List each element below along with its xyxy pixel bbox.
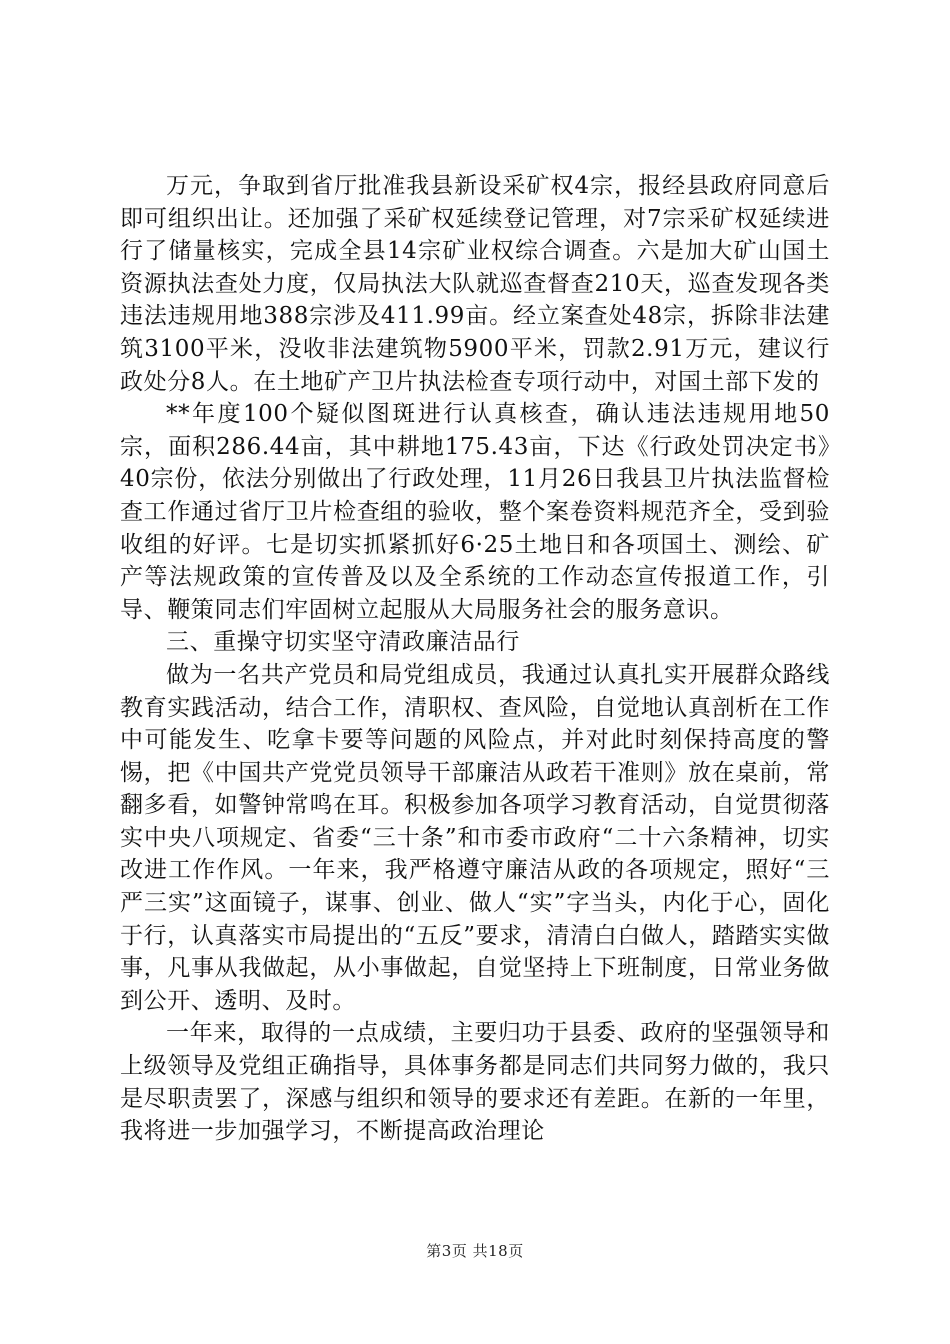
paragraph-party-member: 做为一名共产党员和局党组成员，我通过认真扎实开展群众路线教育实践活动，结合工作，清职权、查风险，自觉地认真剖析在工作中可能发生、吃拿卡要等问题的风险点，并对此时刻保持高度的警惕，把《中国共产党党员领导干部廉洁从政若干准则》放在桌前，常翻多看，如警钟常鸣在耳。积极参加各项学习教育活动，自觉贯彻落实中央八项规定、省委“三十条”和市委市政府“二十六条精神，切实改进工作作风。一年来，我严格遵守廉洁从政的各项规定，照好“三严三实”这面镜子，谋事、创业、做人“实”字当头，内化于心，固化于行，认真落实市局提出的“五反”要求，清清白白做人，踏踏实实做事，凡事从我做起，从小事做起，自觉坚持上下班制度，日常业务做到公开、透明、及时。 <box>120 661 830 1014</box>
section-heading-integrity: 三、重操守切实坚守清政廉洁品行 <box>166 629 520 656</box>
paragraph-mining-rights: 万元，争取到省厅批准我县新设采矿权4宗，报经县政府同意后即可组织出让。还加强了采矿权延续登记管理，对7宗采矿权延续进行了储量核实，完成全县14宗矿业权综合调查。六是加大矿山国土资源执法查处力度，仅局执法大队就巡查督查210天，巡查发现各类违法违规用地388宗涉及411.99亩。经立案查处48宗，拆除非法建筑3100平米，没收非法建筑物5900平米，罚款2.91万元，建议行政处分8人。在土地矿产卫片执法检查专项行动中，对国土部下发的 <box>120 173 830 395</box>
document-body <box>120 170 830 1148</box>
paragraph-summary: 一年来，取得的一点成绩，主要归功于县委、政府的坚强领导和上级领导及党组正确指导，具体事务都是同志们共同努力做的，我只是尽职责罢了，深感与组织和领导的要求还有差距。在新的一年里，我将进一步加强学习，不断提高政治理论 <box>120 1020 830 1145</box>
page-footer: 第3页 共18页 <box>426 1242 524 1260</box>
paragraph-satellite-inspection: **年度100个疑似图斑进行认真核查，确认违法违规用地50宗，面积286.44亩，其中耕地175.43亩，下达《行政处罚决定书》40宗份，依法分别做出了行政处理，11月26日我县卫片执法监督检查工作通过省厅卫片检查组的验收，整个案卷资料规范齐全，受到验收组的好评。七是切实抓紧抓好6·25土地日和各项国土、测绘、矿产等法规政策的宣传普及以及全系统的工作动态宣传报道工作，引导、鞭策同志们牢固树立起服从大局服务社会的服务意识。 <box>120 401 830 623</box>
